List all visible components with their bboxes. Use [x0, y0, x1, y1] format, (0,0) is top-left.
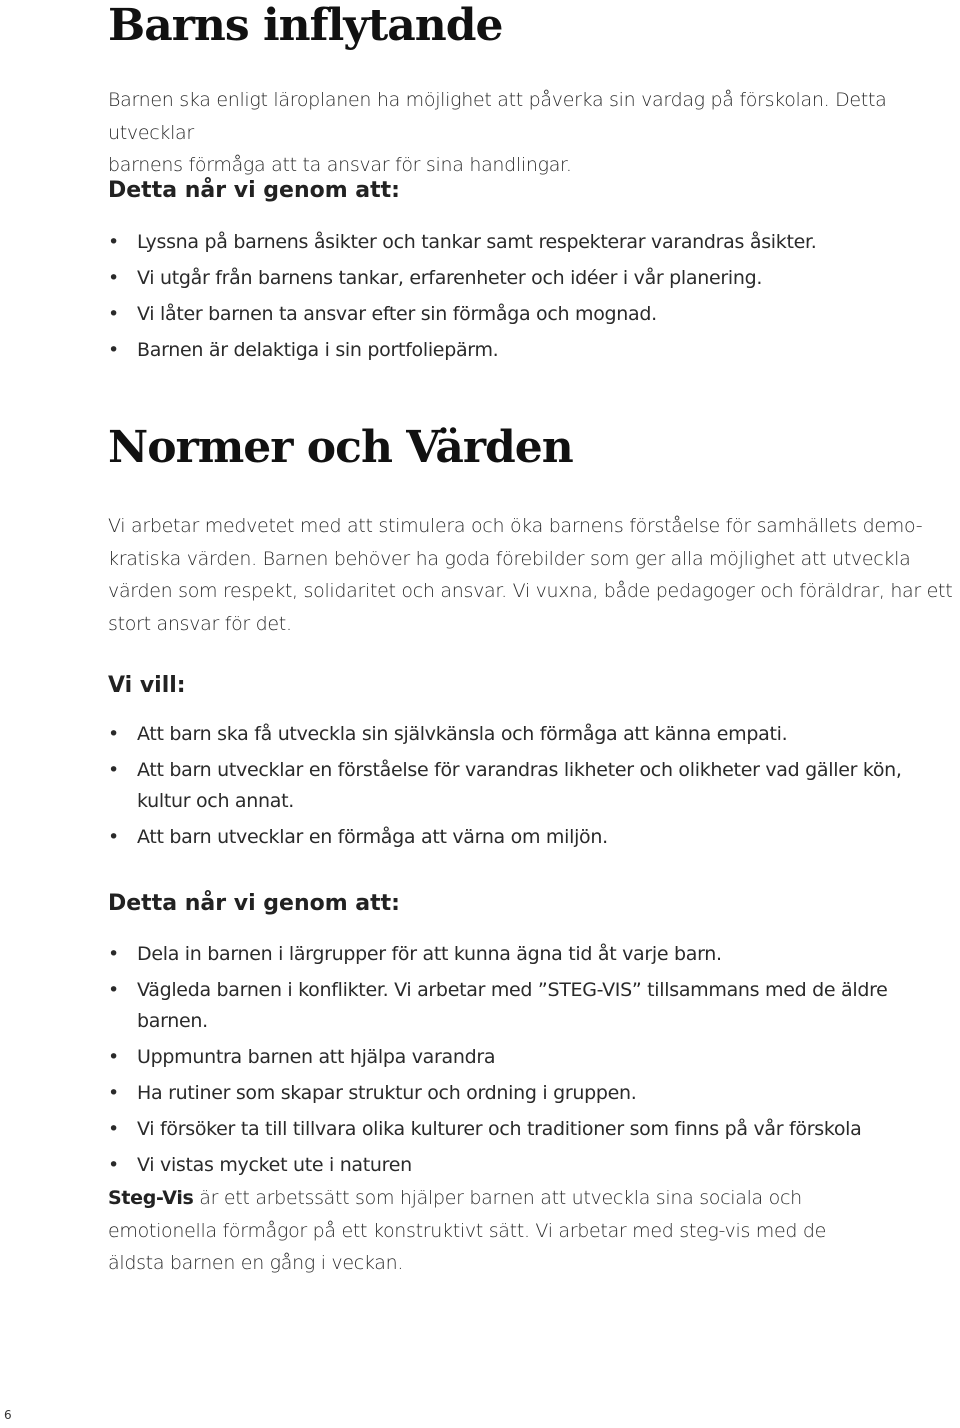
inflytande-list	[108, 227, 958, 371]
list-item: • Lyssna på barnens åsikter och tankar samt respekterar varandras åsikter.	[108, 227, 958, 258]
para-line: emotionella förmågor på ett konstruktivt sätt. Vi arbetar med steg-vis med de	[108, 1219, 827, 1242]
bullet-icon: •	[108, 826, 119, 848]
intro-paragraph	[108, 84, 958, 182]
heading-barns-inflytande: Barns inflytande	[108, 0, 503, 51]
list-item: • Vi försöker ta till tillvara olika kulturer och traditioner som finns på vår förskola	[108, 1114, 958, 1145]
normer-paragraph	[108, 510, 958, 640]
bullet-icon: •	[108, 1046, 119, 1068]
para-line: äldsta barnen en gång i veckan.	[108, 1252, 404, 1274]
list-item: • Att barn ska få utveckla sin självkänsla och förmåga att känna empati.	[108, 719, 958, 750]
para-line: kratiska värden. Barnen behöver ha goda förebilder som ger alla möjlighet att utveckla	[108, 547, 911, 570]
intro-line: barnens förmåga att ta ansvar för sina handlingar.	[108, 154, 572, 176]
bullet-icon: •	[108, 339, 119, 361]
list-item: • Ha rutiner som skapar struktur och ordning i gruppen.	[108, 1078, 958, 1109]
heading-normer-och-varden: Normer och Värden	[108, 422, 573, 473]
bullet-icon: •	[108, 231, 119, 253]
bullet-icon: •	[108, 943, 119, 965]
list-item: • Att barn utvecklar en förmåga att värna om miljön.	[108, 822, 958, 853]
bullet-icon: •	[108, 979, 119, 1001]
list-item: • Vägleda barnen i konflikter. Vi arbetar med ”STEG-VIS” tillsammans med de äldre barnen.	[108, 975, 958, 1037]
para-line: stort ansvar för det.	[108, 612, 292, 635]
bullet-icon: •	[108, 267, 119, 289]
stegvis-paragraph	[108, 1182, 958, 1280]
page-number: 6	[4, 1408, 12, 1422]
bullet-icon: •	[108, 723, 119, 745]
detta-nar-vi-list	[108, 939, 958, 1186]
bullet-icon: •	[108, 759, 119, 781]
list-item: • Dela in barnen i lärgrupper för att kunna ägna tid åt varje barn.	[108, 939, 958, 970]
subheading-detta-nar-vi-2: Detta når vi genom att:	[108, 891, 400, 916]
intro-line: Barnen ska enligt läroplanen ha möjlighet att påverka sin vardag på förskolan. Detta utvecklar	[108, 89, 887, 144]
list-item: • Vi vistas mycket ute i naturen	[108, 1150, 958, 1181]
list-item: • Vi låter barnen ta ansvar efter sin förmåga och mognad.	[108, 299, 958, 330]
para-line: värden som respekt, solidaritet och ansvar. Vi vuxna, både pedagoger och föräldrar, har ett	[108, 580, 953, 602]
list-item: • Vi utgår från barnens tankar, erfarenheter och idéer i vår planering.	[108, 263, 958, 294]
bullet-icon: •	[108, 1154, 119, 1176]
para-line: Vi arbetar medvetet med att stimulera och öka barnens förståelse för samhällets demo-	[108, 515, 923, 537]
subheading-vi-vill: Vi vill:	[108, 673, 186, 698]
vi-vill-list	[108, 719, 958, 858]
stegvis-term: Steg-Vis	[108, 1187, 194, 1209]
bullet-icon: •	[108, 303, 119, 325]
list-item: • Att barn utvecklar en förståelse för varandras likheter och olikheter vad gäller kön, kultur och annat.	[108, 755, 927, 817]
bullet-icon: •	[108, 1118, 119, 1140]
para-line: är ett arbetssätt som hjälper barnen att utveckla sina sociala och	[193, 1187, 802, 1209]
bullet-icon: •	[108, 1082, 119, 1104]
list-item: • Barnen är delaktiga i sin portfoliepärm.	[108, 335, 958, 366]
list-item: • Uppmuntra barnen att hjälpa varandra	[108, 1042, 958, 1073]
subheading-detta-nar-vi-1: Detta når vi genom att:	[108, 178, 400, 203]
